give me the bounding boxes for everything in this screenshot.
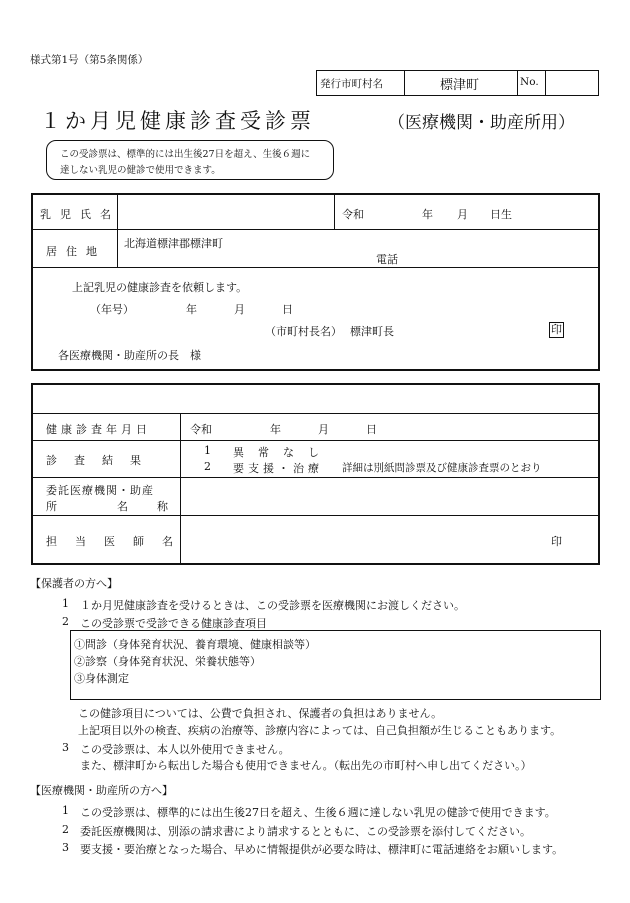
page-subtitle: （医療機関・助産所用）: [388, 113, 575, 133]
birth-day: 日生: [490, 208, 512, 221]
request-month: 月: [234, 303, 245, 316]
request-era: （年号）: [90, 303, 134, 316]
guardian-item2-number: 2: [62, 615, 69, 628]
facility-label-line2c: 称: [157, 500, 168, 513]
exam-date-day: 日: [366, 423, 377, 436]
facility-label-line1: 委託医療機関・助産: [46, 484, 154, 497]
exam-date-year: 年: [270, 423, 281, 436]
mayor-seal: 印: [551, 323, 562, 336]
issuer-no-label: No.: [520, 76, 539, 88]
birth-year: 年: [422, 208, 433, 221]
facility-item3-number: 3: [62, 841, 69, 854]
usage-note-line1: この受診票は、標準的には出生後27日を超え、生後６週に: [60, 149, 311, 160]
result-1-number: 1: [204, 444, 211, 457]
doctor-label: 担当医師名: [46, 535, 191, 548]
result-1-text: 異常なし: [233, 446, 333, 459]
cost-line1: この健診項目については、公費で負担され、保護者の負担はありません。: [78, 707, 443, 720]
issuer-label: 発行市町村名: [320, 78, 383, 90]
infant-name-label: 乳児氏名: [40, 208, 120, 221]
facility-item2-number: 2: [62, 823, 69, 836]
issuer-value: 標津町: [440, 78, 480, 93]
page-title: １か月児健康診査受診票: [40, 109, 315, 133]
birth-month: 月: [457, 208, 468, 221]
facility-item1: この受診票は、標準的には出生後27日を超え、生後６週に達しない乳児の健診で使用できます。: [80, 806, 556, 819]
usage-note-line2: 達しない乳児の健診で使用できます。: [60, 165, 221, 176]
guardian-item3-line1: この受診票は、本人以外使用できません。: [80, 743, 290, 756]
guardian-item3-line2: また、標津町から転出した場合も使用できません。（転出先の市町村へ申し出てください。）: [80, 759, 532, 772]
cost-line2: 上記項目以外の検査、疾病の治療等、診療内容によっては、自己負担額が生じることもあります。: [78, 724, 562, 737]
doctor-seal: 印: [551, 535, 562, 548]
request-addressee: 各医療機関・助産所の長 様: [58, 349, 201, 362]
exam-item-interview: ①問診（身体発育状況、養育環境、健康相談等）: [74, 638, 316, 651]
exam-date-label: 健康診査年月日: [46, 423, 151, 436]
guardian-item1: １か月児健康診査を受けるときは、この受診票を医療機関にお渡しください。: [80, 599, 465, 612]
form-number: 様式第1号（第5条関係）: [30, 54, 149, 66]
address-label: 居住地: [46, 245, 106, 258]
guardian-item2: この受診票で受診できる健康診査項目: [80, 617, 267, 630]
exam-item-examination: ②診察（身体発育状況、栄養状態等）: [74, 655, 261, 668]
address-value: 北海道標津郡標津町: [124, 237, 223, 250]
guardian-heading: 【保護者の方へ】: [30, 577, 118, 590]
mayor-title: （市町村長名）: [265, 325, 342, 338]
birth-era: 令和: [342, 208, 364, 221]
result-detail: 詳細は別紙問診票及び健康診査票のとおり: [342, 462, 542, 474]
result-2-number: 2: [204, 460, 211, 473]
facility-label-line2b: 名: [117, 500, 128, 513]
exam-result-label: 診査結果: [46, 454, 158, 467]
result-2-text: 要支援・治療: [233, 462, 323, 475]
exam-item-measurement: ③身体測定: [74, 672, 129, 685]
facility-item2: 委託医療機関は、別添の請求書により請求するとともに、この受診票を添付してください。: [80, 825, 531, 838]
facility-label-line2a: 所: [46, 500, 57, 513]
exam-date-era: 令和: [190, 423, 212, 436]
facility-item1-number: 1: [62, 804, 69, 817]
request-text: 上記乳児の健康診査を依頼します。: [72, 281, 248, 294]
guardian-item3-number: 3: [62, 741, 69, 754]
request-year: 年: [186, 303, 197, 316]
facility-item3: 要支援・要治療となった場合、早めに情報提供が必要な時は、標津町に電話連絡をお願いします。: [80, 843, 564, 856]
phone-label: 電話: [376, 253, 398, 266]
facility-heading: 【医療機関・助産所の方へ】: [30, 784, 173, 797]
request-day: 日: [282, 303, 293, 316]
exam-date-month: 月: [318, 423, 329, 436]
guardian-item1-number: 1: [62, 597, 69, 610]
mayor-name: 標津町長: [350, 325, 394, 338]
